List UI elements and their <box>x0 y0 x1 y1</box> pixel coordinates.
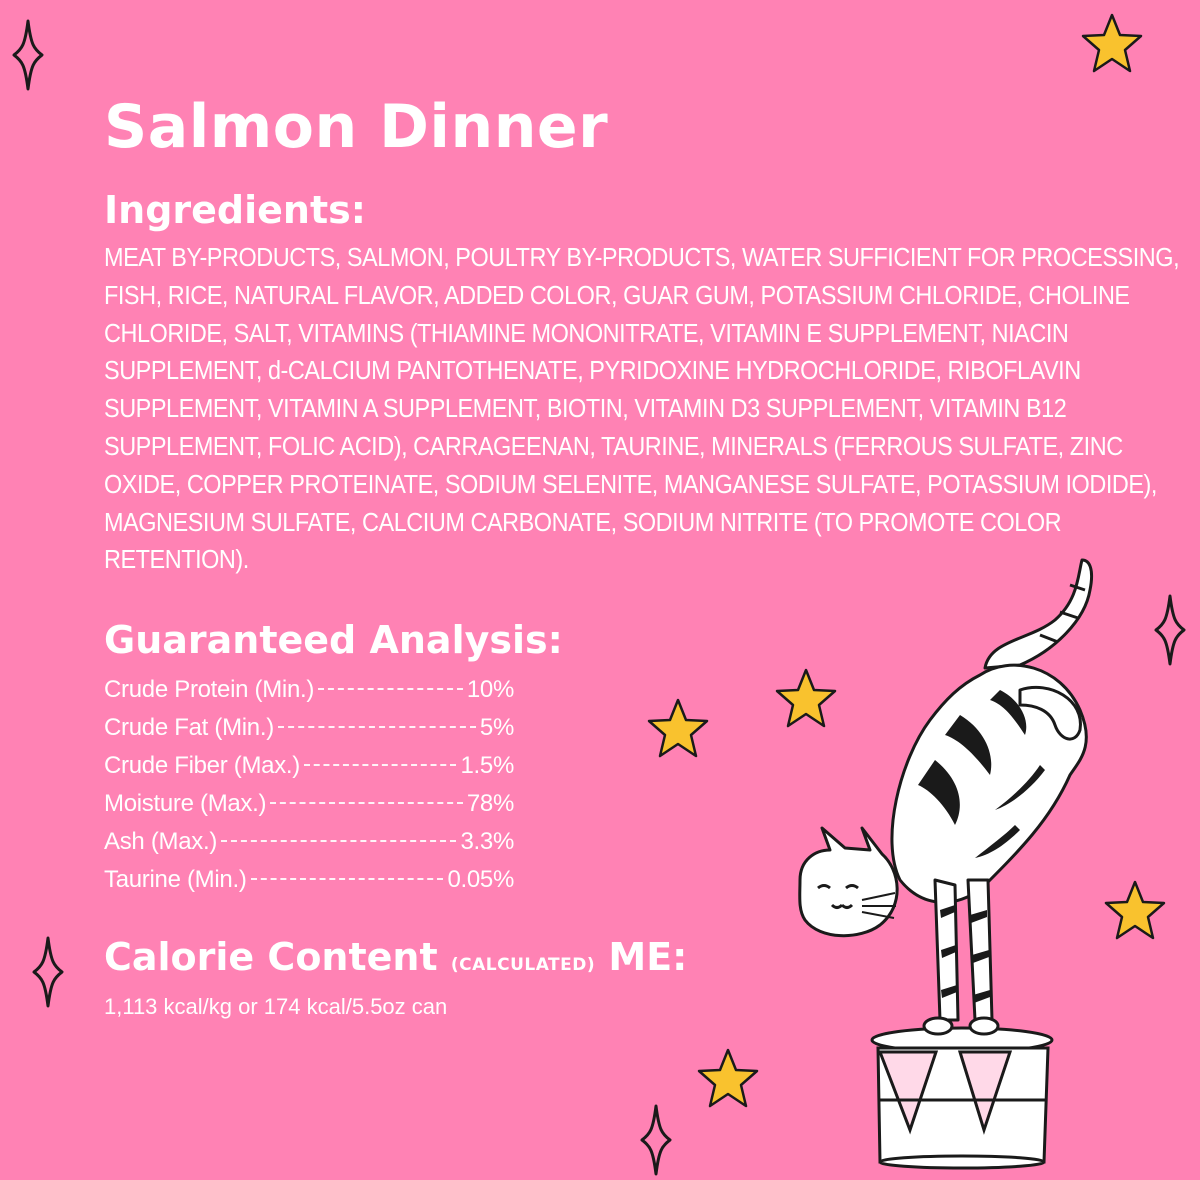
analysis-label: Ash (Max.) <box>104 828 218 855</box>
sparkle-icon <box>34 938 62 1006</box>
analysis-label: Taurine (Min.) <box>104 866 247 893</box>
analysis-value: 10% <box>466 676 514 703</box>
calorie-heading-main: Calorie Content <box>104 935 438 979</box>
sparkle-icon <box>642 1106 670 1174</box>
star-icon <box>649 700 707 756</box>
star-icon <box>1106 882 1164 938</box>
analysis-value: 3.3% <box>460 828 514 855</box>
analysis-value: 78% <box>466 790 514 817</box>
analysis-value: 5% <box>479 714 514 741</box>
star-icon <box>1083 15 1141 71</box>
calorie-heading-end: ME: <box>608 935 688 979</box>
circus-pedestal <box>872 1028 1052 1168</box>
sparkle-icon <box>14 21 42 89</box>
guaranteed-analysis-heading: Guaranteed Analysis: <box>104 618 563 662</box>
calorie-heading-qualifier: (CALCULATED) <box>450 955 596 975</box>
star-icon <box>777 670 835 726</box>
page-title: Salmon Dinner <box>104 92 609 162</box>
striped-cat <box>800 560 1092 1034</box>
analysis-label: Crude Fiber (Max.) <box>104 752 300 779</box>
analysis-label: Crude Fat (Min.) <box>104 714 274 741</box>
analysis-value: 0.05% <box>447 866 514 893</box>
star-icon <box>699 1050 757 1106</box>
sparkle-icon <box>1156 596 1184 664</box>
calorie-content-text: 1,113 kcal/kg or 174 kcal/5.5oz can <box>104 994 448 1019</box>
ingredients-text: MEAT BY-PRODUCTS, SALMON, POULTRY BY-PRODUCTS, WATER SUFFICIENT FOR PROCESSING, FISH, RICE, NATURAL FLAVOR, ADDED COLOR, GUAR GUM, POTASSIUM CHLORIDE, CHOLINE CHLORIDE, SALT, VITAMINS (THIAMINE MONONITRATE, VITAMIN E SUPPLEMENT, NIACIN SUPPLEMENT, d-CALCIUM PANTOTHENATE, PYRIDOXINE HYDROCHLORIDE, RIBOFLAVIN SUPPLEMENT, VITAMIN A SUPPLEMENT, BIOTIN, VITAMIN D3 SUPPLEMENT, VITAMIN B12 SUPPLEMENT, FOLIC ACID), CARRAGEENAN, TAURINE, MINERALS (FERROUS SULFATE, ZINC OXIDE, COPPER PROTEINATE, SODIUM SELENITE, MANGANESE SULFATE, POTASSIUM IODIDE), MAGNESIUM SULFATE, CALCIUM CARBONATE, SODIUM NITRITE (TO PROMOTE COLOR RETENTION). <box>104 244 1180 575</box>
analysis-label: Moisture (Max.) <box>104 790 267 817</box>
ingredients-heading: Ingredients: <box>104 188 366 232</box>
analysis-value: 1.5% <box>460 752 514 779</box>
analysis-label: Crude Protein (Min.) <box>104 676 315 703</box>
